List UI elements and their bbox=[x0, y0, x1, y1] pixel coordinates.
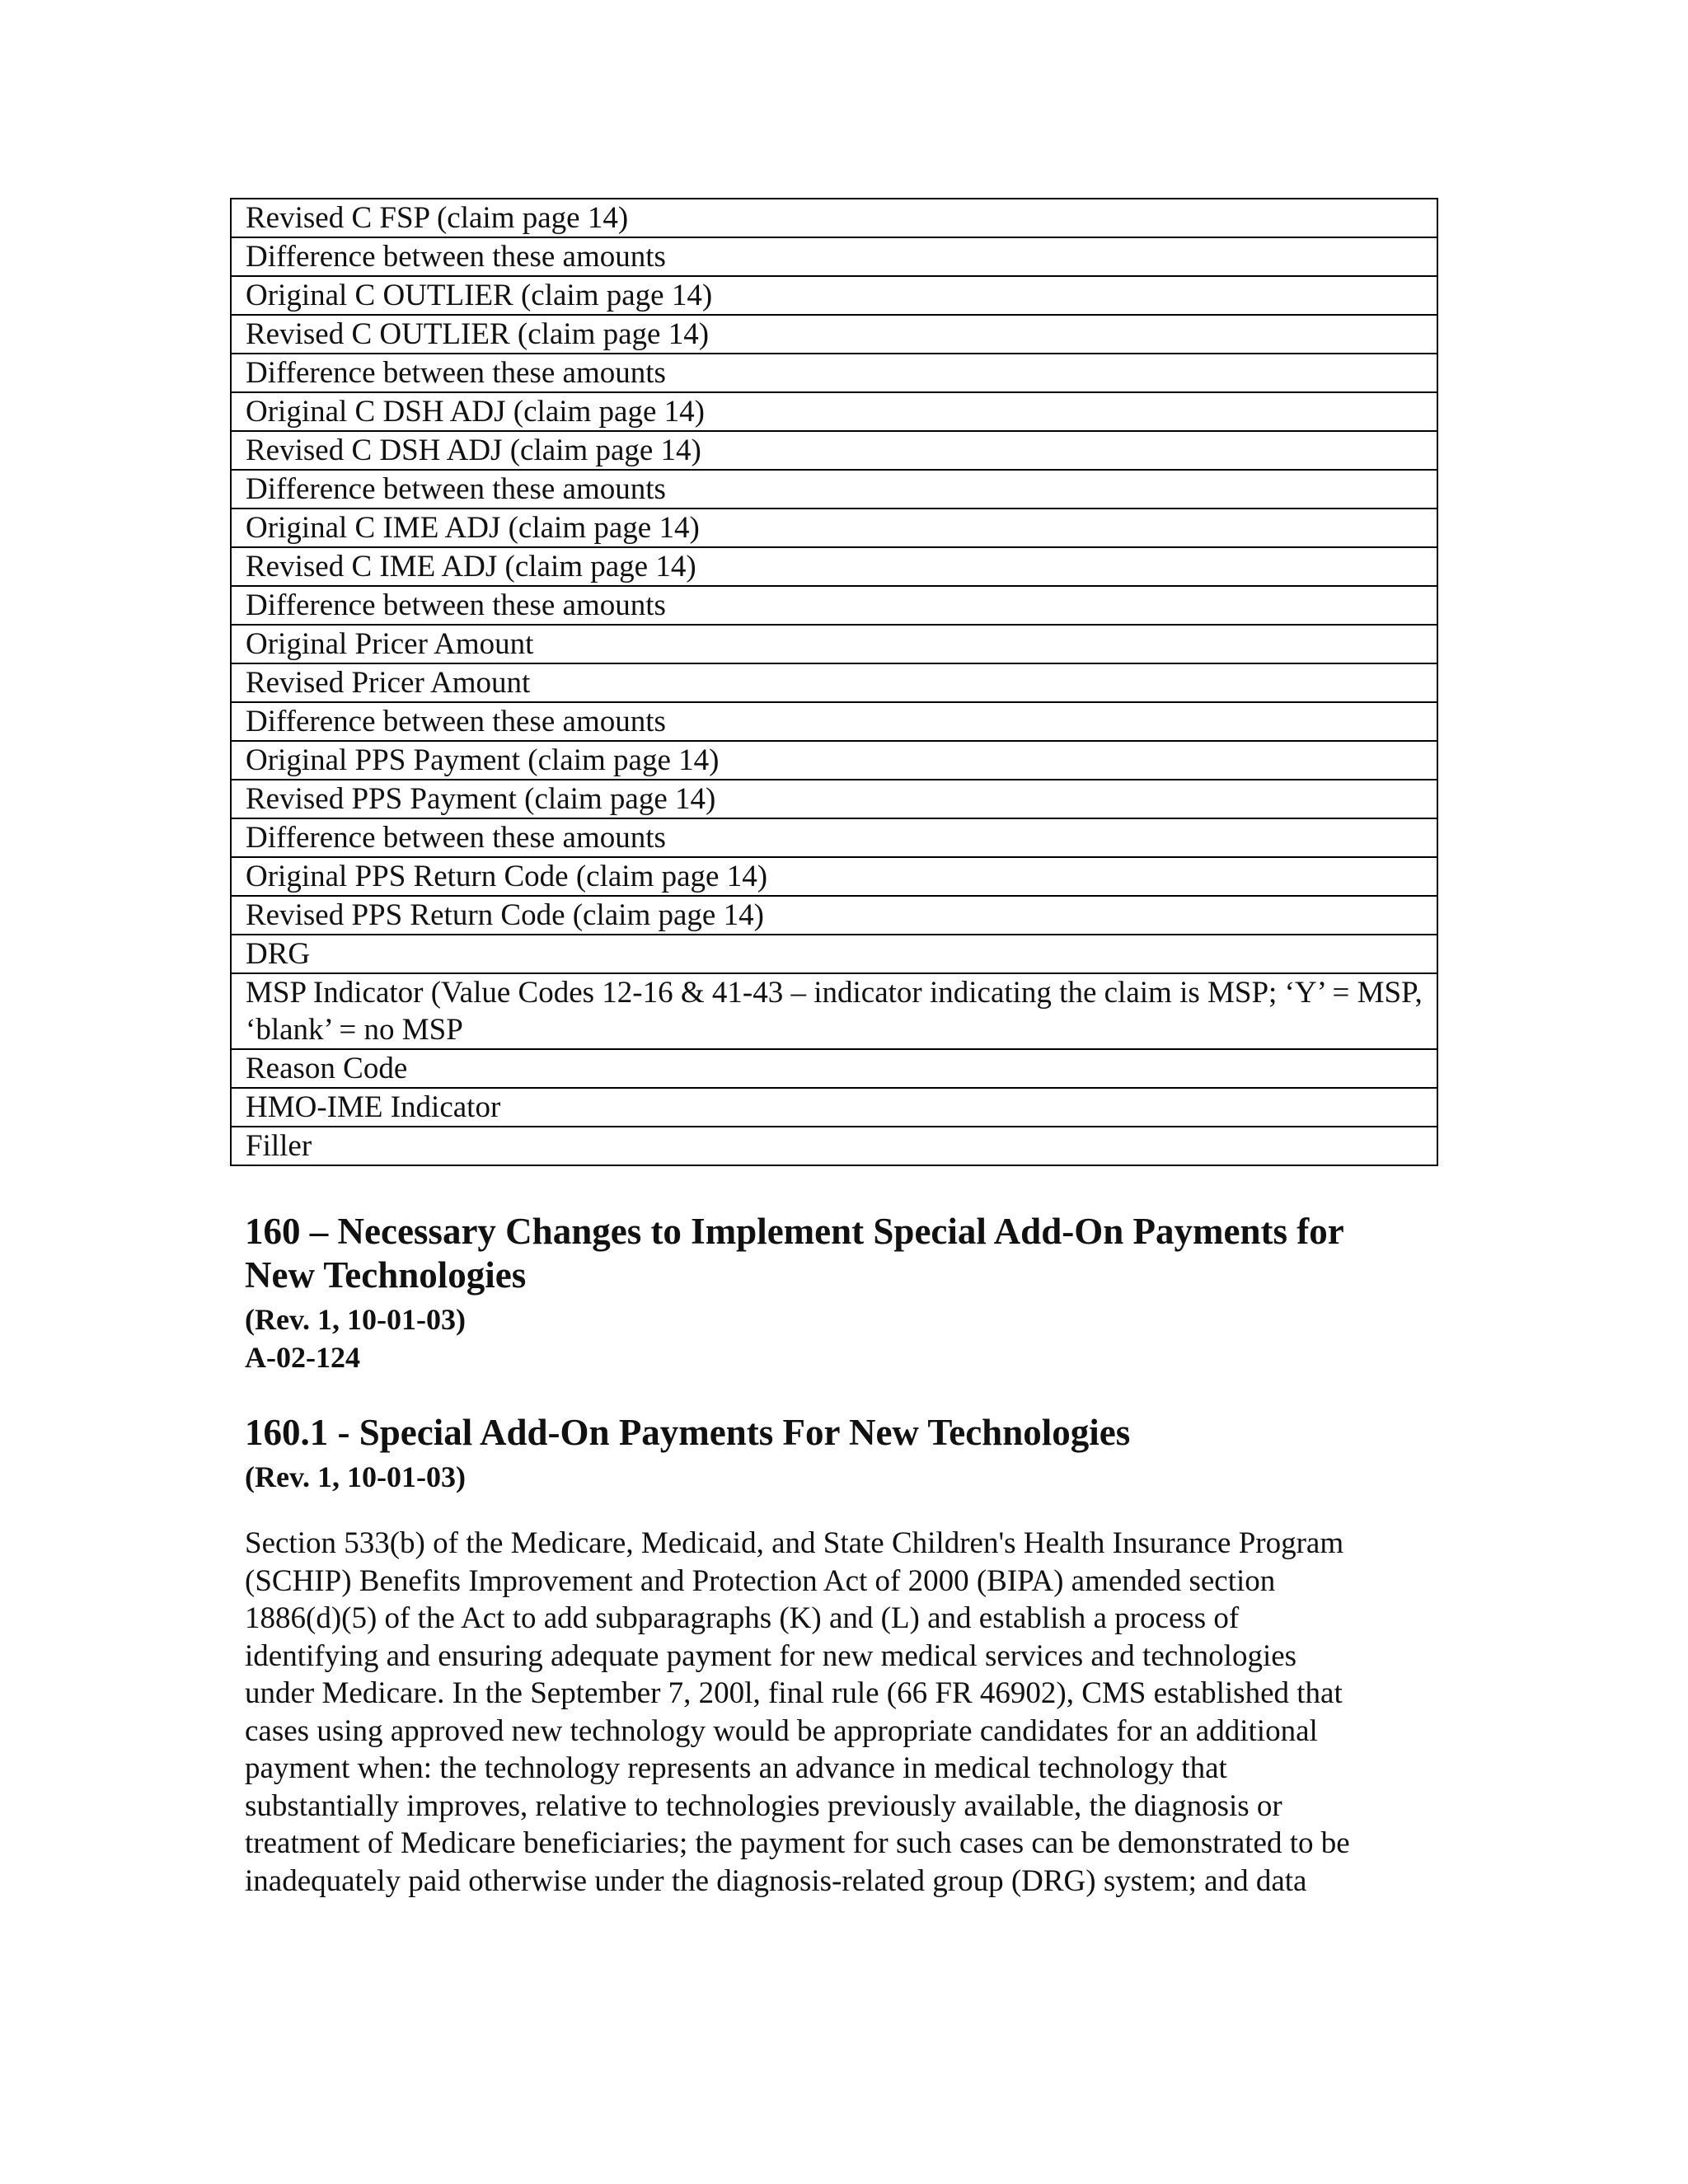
table-row bbox=[231, 702, 1437, 741]
section-160-heading bbox=[245, 1210, 1448, 1297]
section-160-1-revision: (Rev. 1, 10-01-03) bbox=[245, 1460, 466, 1493]
table-cell: Revised PPS Return Code (claim page 14) bbox=[231, 896, 1437, 935]
table-row bbox=[231, 199, 1437, 237]
table-cell: Original C OUTLIER (claim page 14) bbox=[231, 276, 1437, 315]
table-row bbox=[231, 1127, 1437, 1165]
table-cell: Difference between these amounts bbox=[231, 237, 1437, 276]
table-cell: Revised C DSH ADJ (claim page 14) bbox=[231, 431, 1437, 470]
table-row bbox=[231, 857, 1437, 896]
table-row bbox=[231, 431, 1437, 470]
body-line: 1886(d)(5) of the Act to add subparagraphs (K) and (L) and establish a process of bbox=[245, 1601, 1240, 1635]
table-cell: MSP Indicator (Value Codes 12-16 & 41-43 – indicator indicating the claim is MSP; ‘Y’ = MSP, ‘blank’ = no MSP bbox=[231, 973, 1437, 1049]
body-line: payment when: the technology represents an advance in medical technology that bbox=[245, 1751, 1227, 1785]
table-cell: Revised C FSP (claim page 14) bbox=[231, 199, 1437, 237]
table-cell: Difference between these amounts bbox=[231, 470, 1437, 509]
table-row bbox=[231, 818, 1437, 857]
table-cell: Original C DSH ADJ (claim page 14) bbox=[231, 392, 1437, 431]
body-line: inadequately paid otherwise under the diagnosis-related group (DRG) system; and data bbox=[245, 1863, 1307, 1898]
table-row bbox=[231, 896, 1437, 935]
table-cell: Difference between these amounts bbox=[231, 354, 1437, 392]
table-cell: Difference between these amounts bbox=[231, 702, 1437, 741]
section-160-1-heading: 160.1 - Special Add-On Payments For New Technologies bbox=[245, 1412, 1131, 1453]
section-160-heading-line1: 160 – Necessary Changes to Implement Special Add-On Payments for bbox=[245, 1211, 1344, 1252]
table-cell: Revised PPS Payment (claim page 14) bbox=[231, 780, 1437, 818]
table-row bbox=[231, 1088, 1437, 1127]
table-row bbox=[231, 276, 1437, 315]
section-160-revision: (Rev. 1, 10-01-03) bbox=[245, 1303, 466, 1336]
table-cell: DRG bbox=[231, 935, 1437, 973]
body-line: treatment of Medicare beneficiaries; the payment for such cases can be demonstrated to be bbox=[245, 1826, 1350, 1860]
body-line: substantially improves, relative to technologies previously available, the diagnosis or bbox=[245, 1788, 1282, 1823]
table-row bbox=[231, 509, 1437, 547]
table-cell: Original C IME ADJ (claim page 14) bbox=[231, 509, 1437, 547]
section-160-code: A-02-124 bbox=[245, 1341, 360, 1374]
table-row bbox=[231, 470, 1437, 509]
table-row bbox=[231, 741, 1437, 780]
table-cell: Revised C OUTLIER (claim page 14) bbox=[231, 315, 1437, 354]
section-160-heading-line2: New Technologies bbox=[245, 1254, 527, 1296]
table-row bbox=[231, 780, 1437, 818]
table-row bbox=[231, 586, 1437, 625]
body-line: identifying and ensuring adequate payment for new medical services and technologies bbox=[245, 1638, 1297, 1673]
body-line: under Medicare. In the September 7, 200l, final rule (66 FR 46902), CMS established that bbox=[245, 1676, 1343, 1710]
table-row bbox=[231, 663, 1437, 702]
body-line: Section 533(b) of the Medicare, Medicaid, and State Children's Health Insurance Program bbox=[245, 1526, 1344, 1560]
table-cell: Original PPS Payment (claim page 14) bbox=[231, 741, 1437, 780]
claim-field-table bbox=[230, 198, 1438, 1166]
table-row bbox=[231, 973, 1437, 1049]
body-line: (SCHIP) Benefits Improvement and Protection Act of 2000 (BIPA) amended section bbox=[245, 1563, 1276, 1598]
table-cell: Original PPS Return Code (claim page 14) bbox=[231, 857, 1437, 896]
table-cell: Reason Code bbox=[231, 1049, 1437, 1088]
table-row bbox=[231, 547, 1437, 586]
table-cell: Revised Pricer Amount bbox=[231, 663, 1437, 702]
table-row bbox=[231, 625, 1437, 663]
table-row bbox=[231, 1049, 1437, 1088]
table-row bbox=[231, 237, 1437, 276]
table-cell: Original Pricer Amount bbox=[231, 625, 1437, 663]
table-row bbox=[231, 935, 1437, 973]
table-cell: Difference between these amounts bbox=[231, 586, 1437, 625]
table-cell: Difference between these amounts bbox=[231, 818, 1437, 857]
table-row bbox=[231, 315, 1437, 354]
table-cell: Filler bbox=[231, 1127, 1437, 1165]
body-line: cases using approved new technology would be appropriate candidates for an additional bbox=[245, 1713, 1318, 1748]
table-row bbox=[231, 354, 1437, 392]
section-160-1-body bbox=[245, 1525, 1448, 1900]
table-cell: Revised C IME ADJ (claim page 14) bbox=[231, 547, 1437, 586]
table-cell: HMO-IME Indicator bbox=[231, 1088, 1437, 1127]
table-row bbox=[231, 392, 1437, 431]
